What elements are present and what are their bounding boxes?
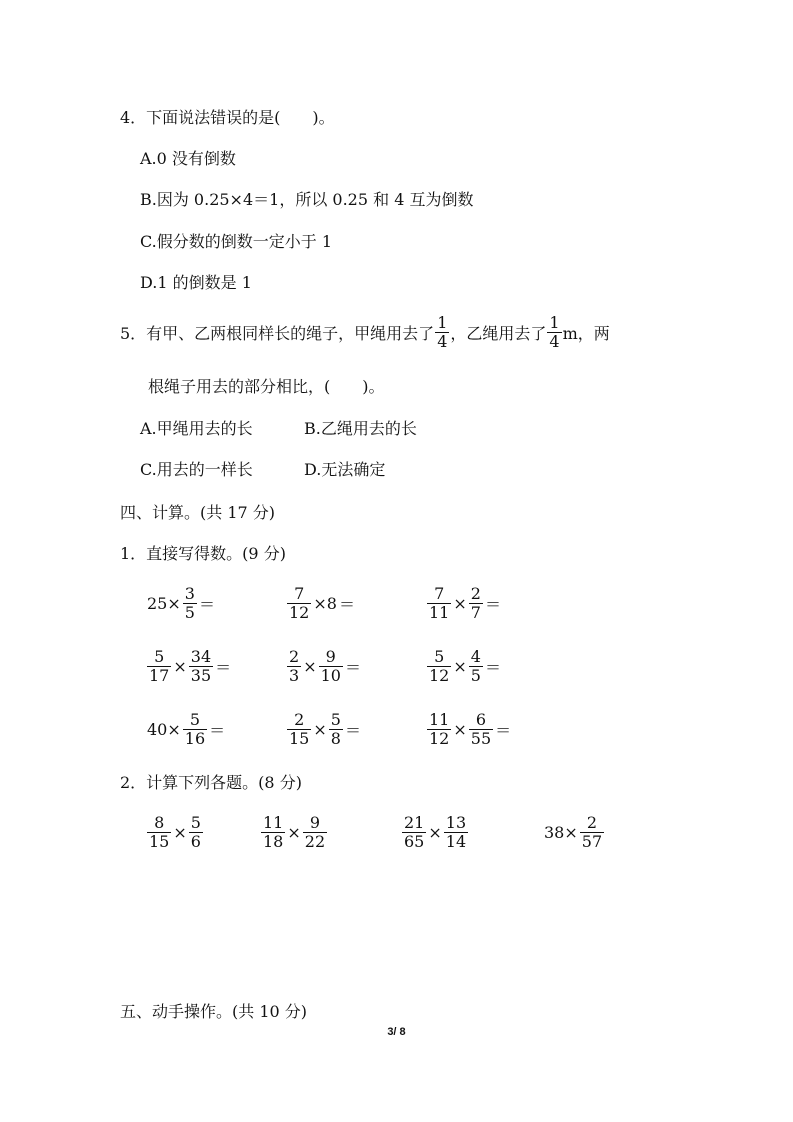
fraction [147,814,171,851]
direct-calc-item [286,585,356,622]
calc-problem-item [146,814,204,851]
fraction-den: 5 [184,603,195,622]
calc-problem-item [543,814,605,851]
section4-q2-title: 2．计算下列各题。(8 分) [120,773,302,792]
q5-stem-b: ，乙绳用去了 [450,324,547,343]
direct-calc-item [426,648,502,685]
fraction-num: 5 [434,647,445,666]
times-operator: × [303,657,317,676]
fraction-den: 14 [445,832,467,851]
fraction-den: 12 [289,603,310,622]
direct-calc-item [426,585,502,622]
fraction-den: 12 [429,666,450,685]
direct-calc-item [426,711,512,748]
fraction-num: 11 [429,710,450,729]
times-operator: × [453,720,467,739]
fraction [189,814,203,851]
calc-problem-item [260,814,328,851]
fraction-num: 2 [586,813,598,832]
fraction [287,648,301,685]
fraction-num: 5 [330,710,341,729]
fraction-num: 9 [309,813,321,832]
fraction [329,711,343,748]
q4-option-a: A.0 没有倒数 [140,149,236,168]
fraction-num: 6 [475,710,487,729]
q4-option-c: C.假分数的倒数一定小于 1 [140,232,333,251]
direct-calc-item [286,711,362,748]
fraction-num: 2 [470,584,481,603]
fraction-den: 3 [289,666,300,685]
q5-option-b: B.乙绳用去的长 [304,419,417,438]
q5-option-a: A.甲绳用去的长 [140,419,253,438]
fraction-num: 2 [289,647,300,666]
fraction-num: 8 [154,813,165,832]
q5-fraction-1 [435,314,449,351]
times-operator: × [313,720,327,739]
fraction-den: 17 [149,666,170,685]
equals-sign: ＝ [344,658,361,677]
q5-stem-a: 5．有甲、乙两根同样长的绳子，甲绳用去了 [120,324,435,343]
fraction [287,711,311,748]
q5-stem-line2: 根绳子用去的部分相比，( )。 [148,377,385,396]
fraction [469,585,483,622]
q5-stem-c: m，两 [562,324,610,343]
expr-prefix: 40× [147,720,181,739]
times-operator: × [453,657,467,676]
fraction [261,814,285,851]
fraction-num: 4 [470,647,481,666]
fraction [427,711,451,748]
fraction-den: 6 [190,832,201,851]
fraction-den: 12 [429,729,450,748]
fraction-den: 15 [289,729,310,748]
fraction [580,814,604,851]
fraction-den: 11 [429,603,450,622]
fraction-num: 34 [190,647,212,666]
fraction [287,585,311,622]
fraction-den: 15 [149,832,170,851]
q5-option-d: D.无法确定 [304,460,386,479]
fraction [444,814,468,851]
fraction [183,585,197,622]
fraction-den: 57 [581,832,603,851]
equals-sign: ＝ [338,595,355,614]
fraction [402,814,426,851]
q4-option-d: D.1 的倒数是 1 [140,273,252,292]
q4-stem: 4．下面说法错误的是( )。 [120,108,335,127]
fraction-den: 10 [320,666,341,685]
fraction [183,711,207,748]
q5-fraction-1-num: 1 [437,313,448,332]
q5-fraction-2 [547,314,561,351]
q5-fraction-2-num: 1 [549,313,560,332]
fraction-num: 21 [404,813,425,832]
q5-fraction-1-den: 4 [437,332,448,351]
times-operator: × [173,823,187,842]
times-operator: × [173,657,187,676]
fraction [303,814,327,851]
q5-stem [120,314,610,351]
equals-sign: ＝ [215,658,232,677]
section4-q1-title: 1．直接写得数。(9 分) [120,544,286,563]
fraction-num: 7 [294,584,305,603]
q4-option-b: B.因为 0.25×4＝1，所以 0.25 和 4 互为倒数 [140,190,474,209]
fraction-den: 5 [470,666,481,685]
equals-sign: ＝ [344,721,361,740]
fraction-num: 3 [184,584,195,603]
equals-sign: ＝ [484,658,501,677]
fraction-num: 13 [445,813,467,832]
direct-calc-item [146,711,226,748]
direct-calc-item [146,585,216,622]
fraction-num: 9 [325,647,336,666]
equals-sign: ＝ [495,721,512,740]
q5-fraction-2-den: 4 [549,332,560,351]
section4-title: 四、计算。(共 17 分) [120,503,276,522]
times-operator: × [453,594,467,613]
fraction-den: 7 [470,603,481,622]
fraction [189,648,213,685]
fraction-den: 65 [404,832,425,851]
q5-option-c: C.用去的一样长 [140,460,253,479]
fraction-den: 18 [263,832,284,851]
times-operator: × [287,823,301,842]
fraction-num: 11 [263,813,284,832]
page-number: 3/ 8 [387,1026,406,1038]
expr-prefix: 38× [544,823,578,842]
fraction-den: 8 [330,729,341,748]
fraction-num: 5 [189,710,201,729]
equals-sign: ＝ [198,595,215,614]
fraction [427,585,451,622]
fraction-den: 55 [470,729,492,748]
section5-title: 五、动手操作。(共 10 分) [120,1002,308,1021]
fraction-den: 16 [184,729,206,748]
equals-sign: ＝ [484,595,501,614]
fraction-num: 5 [154,647,165,666]
fraction [469,711,493,748]
fraction-den: 22 [304,832,326,851]
direct-calc-item [146,648,232,685]
fraction [147,648,171,685]
equals-sign: ＝ [209,721,226,740]
fraction-num: 5 [190,813,201,832]
calc-problem-item [401,814,469,851]
fraction-num: 7 [434,584,445,603]
fraction [469,648,483,685]
fraction [319,648,343,685]
fraction-num: 2 [294,710,305,729]
fraction-den: 35 [190,666,212,685]
fraction [427,648,451,685]
times-operator: × [428,823,442,842]
direct-calc-item [286,648,362,685]
times-operator: ×8 [313,594,337,613]
expr-prefix: 25× [147,594,181,613]
